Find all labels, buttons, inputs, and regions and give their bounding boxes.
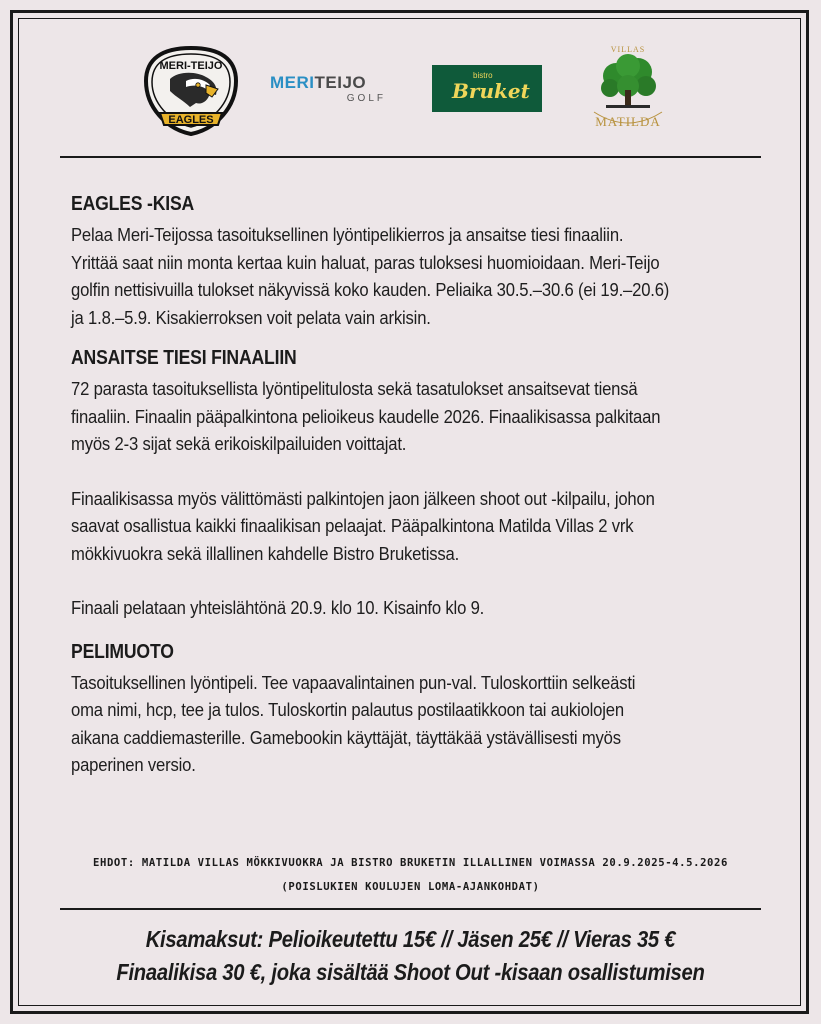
golf-logo-golf: GOLF	[346, 93, 386, 104]
text-line: Tasoituksellinen lyöntipeli. Tee vapaavalintainen pun-val. Tuloskorttiin selkeästi	[71, 671, 636, 693]
text-line: myös 2-3 sijat sekä erikoiskilpailuiden voittajat.	[71, 433, 407, 454]
matilda-logo-name: MATILDA	[595, 114, 661, 129]
section-body-shootout	[71, 485, 771, 568]
golf-logo-teijo: TEIJO	[314, 73, 367, 92]
eagles-logo	[140, 45, 242, 137]
fees-line-2: Finaalikisa 30 €, joka sisältää Shoot Out -kisaan osallistumisen	[116, 959, 705, 985]
matilda-logo-top-text: VILLAS	[610, 45, 646, 54]
text-line: 72 parasta tasoituksellista lyöntipelitulosta sekä tasatulokset ansaitsevat tiensä	[71, 378, 638, 399]
bruket-logo-name: Bruket	[452, 79, 530, 103]
section-heading-pelimuoto: PELIMUOTO	[71, 640, 174, 663]
text-line: mökkivuokra sekä illallinen kahdelle Bistro Bruketissa.	[71, 542, 460, 564]
villas-matilda-logo	[580, 42, 676, 137]
terms-line-1: EHDOT: MATILDA VILLAS MÖKKIVUOKRA JA BISTRO BRUKETIN ILLALLINEN VOIMASSA 20.9.2025-4.5.2026	[93, 857, 728, 869]
section-body-eagles	[71, 221, 771, 331]
text-line: ja 1.8.–5.9. Kisakierroksen voit pelata vain arkisin.	[71, 306, 431, 328]
sponsor-logos	[60, 40, 760, 140]
terms-line-2: (POISLUKIEN KOULUJEN LOMA-AJANKOHDAT)	[281, 881, 540, 893]
section-heading-finaali: ANSAITSE TIESI FINAALIIN	[71, 347, 297, 369]
eagles-logo-top-text: MERI-TEIJO	[159, 60, 223, 72]
section-body-finaali-time	[71, 594, 771, 622]
text-line: Yrittää saat niin monta kertaa kuin haluat, paras tuloksesi huomioidaan. Meri-Teijo	[71, 251, 660, 273]
section-body-finaali	[71, 375, 771, 458]
text-line: finaaliin. Finaalin pääpalkintona pelioikeus kaudelle 2026. Finaalikisassa palkitaan	[71, 405, 661, 427]
text-line: paperinen versio.	[71, 754, 196, 775]
text-line: Finaalikisassa myös välittömästi palkintojen jaon jälkeen shoot out -kilpailu, johon	[71, 487, 655, 509]
text-line: oma nimi, hcp, tee ja tulos. Tuloskortin palautus postilaatikkoon tai aukiolojen	[71, 699, 624, 720]
meri-teijo-golf-logo	[270, 73, 390, 113]
tree-icon	[601, 54, 656, 108]
bruket-logo-small: bistro	[473, 71, 493, 80]
section-heading-eagles: EAGLES -KISA	[71, 193, 195, 215]
text-line: Pelaa Meri-Teijossa tasoituksellinen lyöntipelikierros ja ansaitse tiesi finaaliin.	[71, 224, 624, 245]
text-line: aikana caddiemasterille. Gamebookin käyttäjät, täyttäkää ystävällisesti myös	[71, 726, 621, 748]
bottom-divider	[60, 908, 761, 910]
top-divider	[60, 156, 761, 158]
main-content	[71, 190, 771, 779]
text-line: saavat osallistua kaikki finaalikisan pelaajat. Pääpalkintona Matilda Villas 2 vrk	[71, 515, 634, 536]
eagles-logo-bottom-text: EAGLES	[168, 114, 214, 126]
golf-logo-meri: MERI	[270, 73, 315, 92]
bistro-bruket-logo	[432, 65, 542, 112]
section-body-pelimuoto	[71, 669, 771, 779]
text-line: golfin nettisivuilla tulokset näkyvissä koko kauden. Peliaika 30.5.–30.6 (ei 19.–20.6)	[71, 279, 670, 300]
text-line: Finaali pelataan yhteislähtönä 20.9. klo 10. Kisainfo klo 9.	[71, 597, 485, 618]
fees-line-1: Kisamaksut: Pelioikeutettu 15€ // Jäsen 25€ // Vieras 35 €	[145, 926, 676, 952]
